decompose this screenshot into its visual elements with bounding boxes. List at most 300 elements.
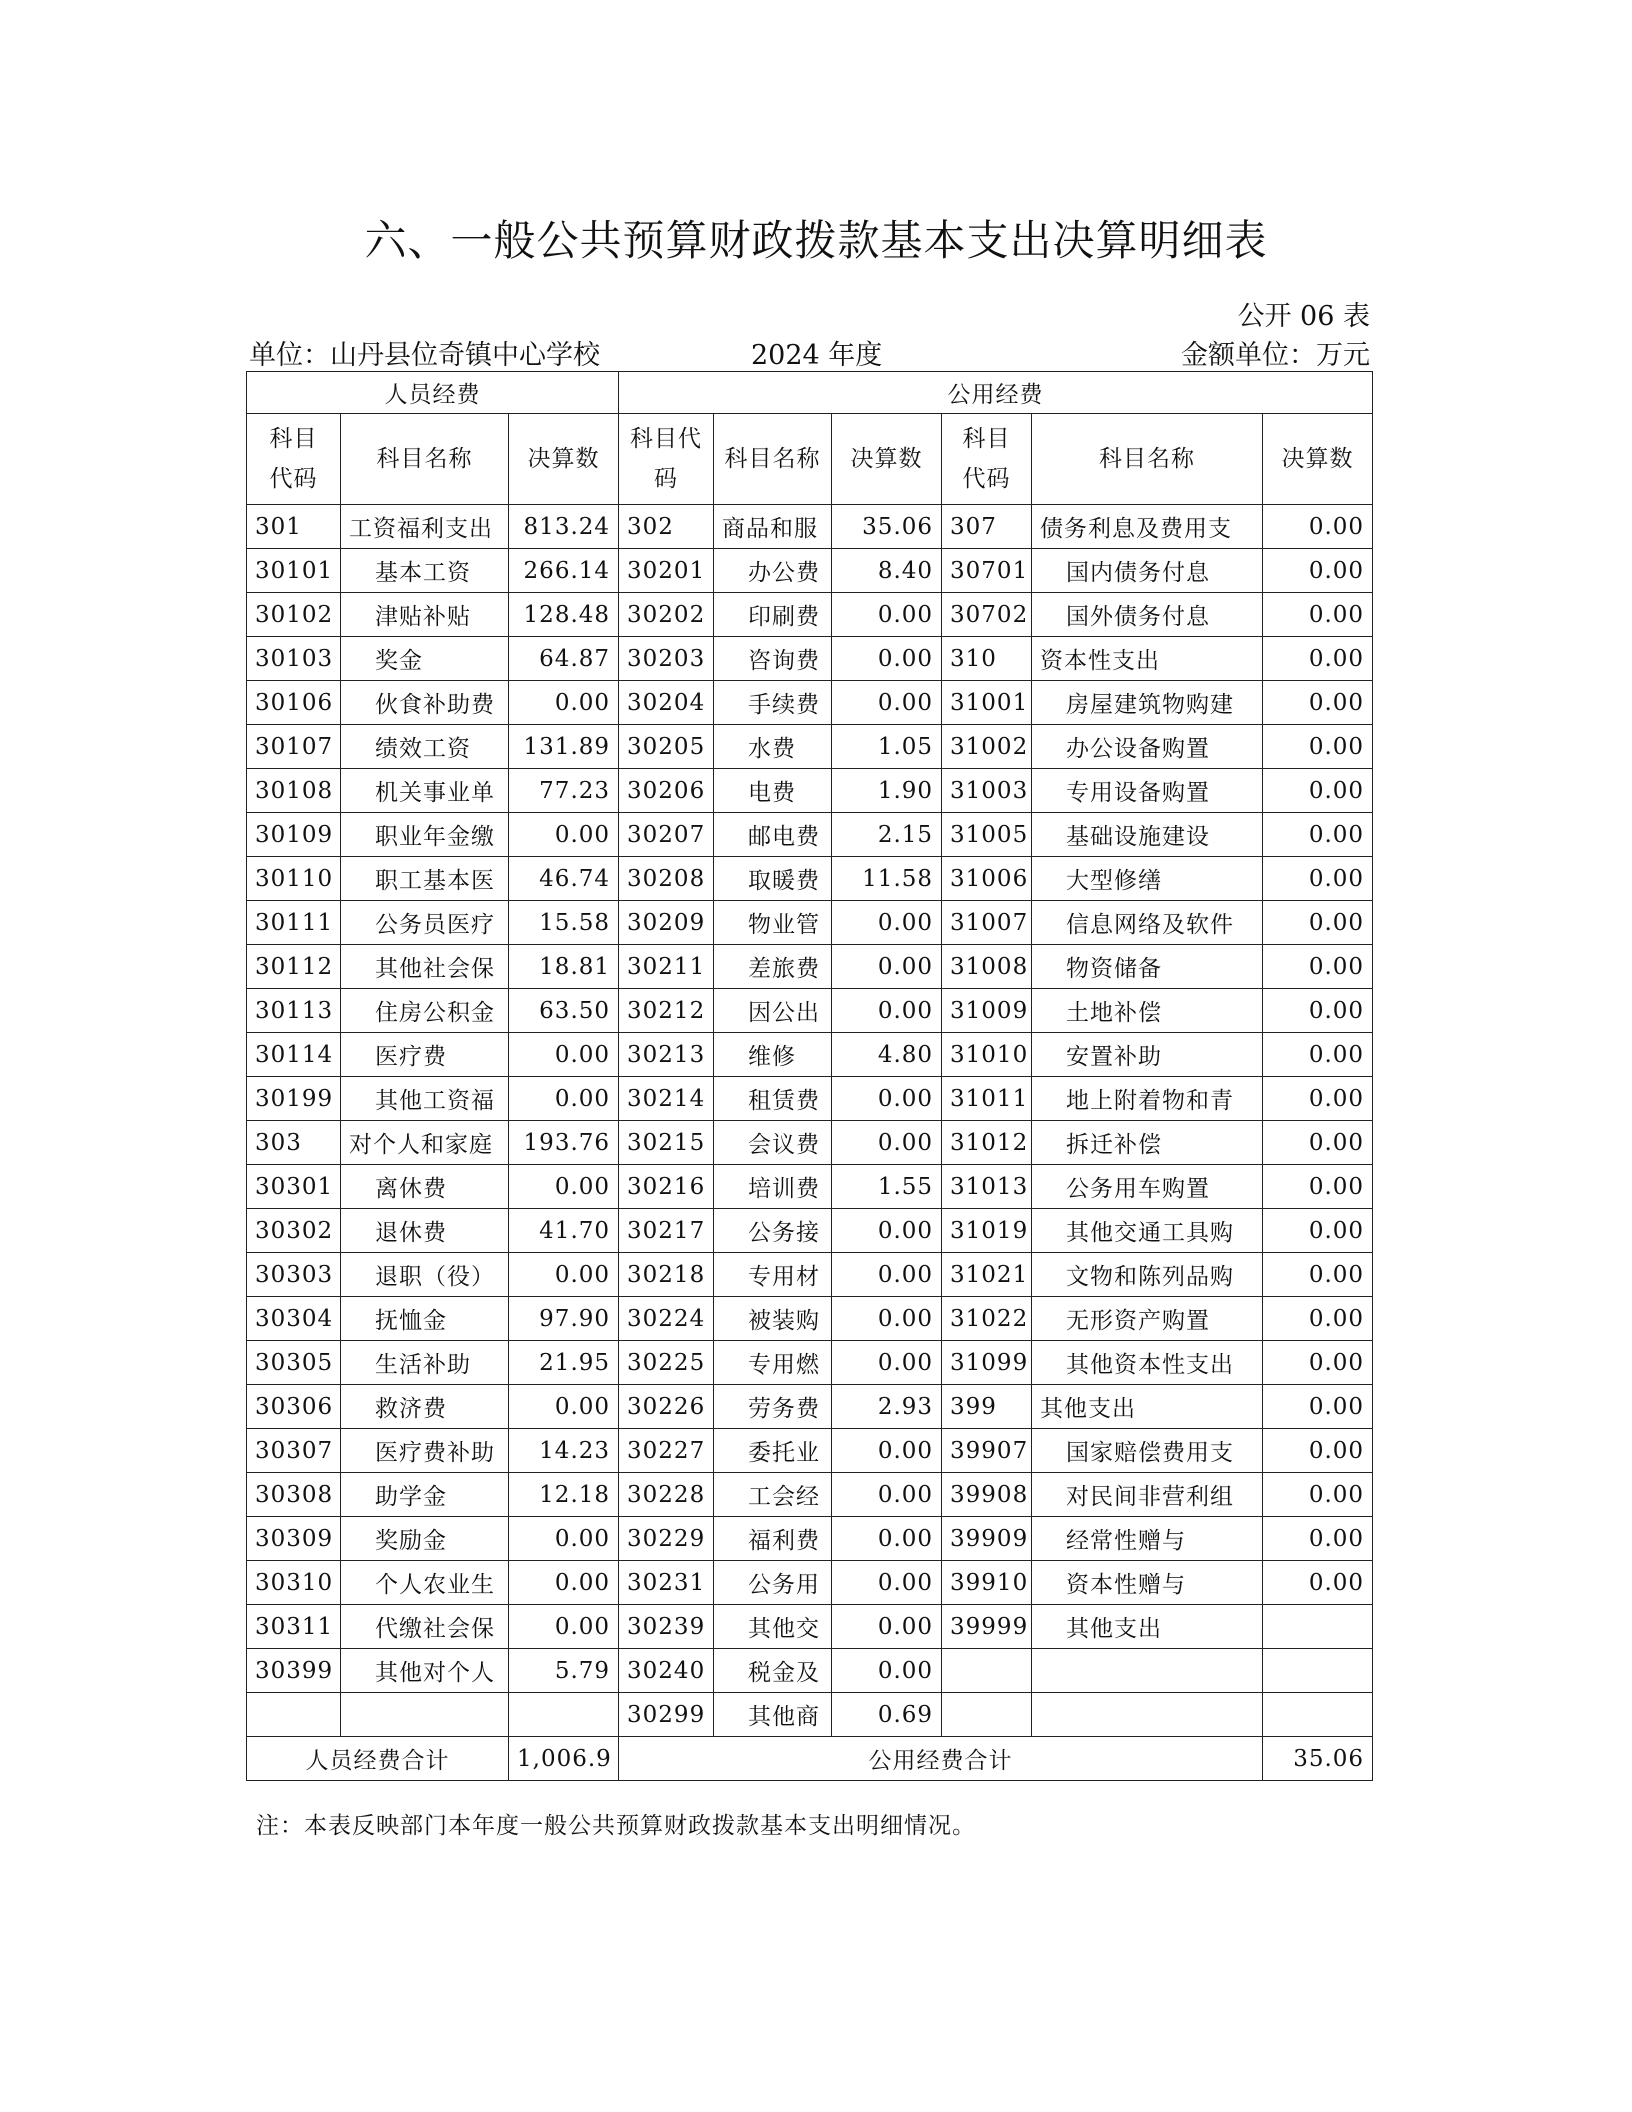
amount: 0.00 — [1263, 1341, 1373, 1385]
amount: 0.00 — [832, 1253, 942, 1297]
amount: 0.00 — [1263, 1165, 1373, 1209]
amount: 0.00 — [832, 1605, 942, 1649]
amount: 5.79 — [509, 1649, 619, 1693]
subject-code: 30114 — [247, 1033, 341, 1077]
unit-name: 单位：山丹县位奇镇中心学校 — [249, 340, 600, 371]
subject-code: 30199 — [247, 1077, 341, 1121]
subject-name: 职业年金缴 — [341, 813, 509, 857]
subject-name: 培训费 — [714, 1165, 832, 1209]
header-amount: 决算数 — [509, 414, 619, 505]
subject-code: 30216 — [619, 1165, 714, 1209]
amount: 1.55 — [832, 1165, 942, 1209]
subject-code: 30299 — [619, 1693, 714, 1737]
header-name: 科目名称 — [341, 414, 509, 505]
subject-name: 会议费 — [714, 1121, 832, 1165]
subject-code: 30224 — [619, 1297, 714, 1341]
subject-code: 31003 — [942, 769, 1032, 813]
amount: 0.00 — [832, 1429, 942, 1473]
subject-name: 债务利息及费用支 — [1032, 505, 1263, 549]
subject-name: 住房公积金 — [341, 989, 509, 1033]
amount — [509, 1693, 619, 1737]
table-row — [247, 1077, 1373, 1121]
personnel-total-value: 1,006.9 — [509, 1737, 619, 1781]
table-row — [247, 901, 1373, 945]
amount: 0.00 — [1263, 1561, 1373, 1605]
subject-name: 生活补助 — [341, 1341, 509, 1385]
subject-code: 31099 — [942, 1341, 1032, 1385]
subject-code: 39999 — [942, 1605, 1032, 1649]
subject-code: 39909 — [942, 1517, 1032, 1561]
amount: 193.76 — [509, 1121, 619, 1165]
amount: 97.90 — [509, 1297, 619, 1341]
amount: 0.00 — [832, 1473, 942, 1517]
subject-code: 31022 — [942, 1297, 1032, 1341]
subject-code: 30107 — [247, 725, 341, 769]
subject-name: 水费 — [714, 725, 832, 769]
table-row — [247, 1121, 1373, 1165]
amount: 0.00 — [1263, 505, 1373, 549]
table-row — [247, 637, 1373, 681]
subject-code: 31005 — [942, 813, 1032, 857]
amount: 0.00 — [509, 1385, 619, 1429]
amount: 0.00 — [1263, 813, 1373, 857]
table-row — [247, 1297, 1373, 1341]
amount: 0.00 — [509, 1033, 619, 1077]
subject-code: 30309 — [247, 1517, 341, 1561]
subject-code: 31012 — [942, 1121, 1032, 1165]
amount: 63.50 — [509, 989, 619, 1033]
subject-name: 手续费 — [714, 681, 832, 725]
amount: 0.00 — [1263, 637, 1373, 681]
amount: 0.00 — [1263, 549, 1373, 593]
table-row — [247, 1385, 1373, 1429]
public-total-label: 公用经费合计 — [619, 1737, 1263, 1781]
subject-code: 30214 — [619, 1077, 714, 1121]
subject-code: 30204 — [619, 681, 714, 725]
subject-code: 302 — [619, 505, 714, 549]
table-row — [247, 1605, 1373, 1649]
table-row — [247, 1429, 1373, 1473]
footnote: 注：本表反映部门本年度一般公共预算财政拨款基本支出明细情况。 — [256, 1813, 976, 1839]
subject-code: 30240 — [619, 1649, 714, 1693]
subject-code: 31006 — [942, 857, 1032, 901]
subject-code: 31007 — [942, 901, 1032, 945]
amount: 266.14 — [509, 549, 619, 593]
subject-code: 30102 — [247, 593, 341, 637]
amount: 131.89 — [509, 725, 619, 769]
subject-name: 土地补偿 — [1032, 989, 1263, 1033]
header-name: 科目名称 — [714, 414, 832, 505]
subject-code: 30302 — [247, 1209, 341, 1253]
subject-name: 公务接 — [714, 1209, 832, 1253]
subject-name: 工资福利支出 — [341, 505, 509, 549]
amount: 0.00 — [1263, 857, 1373, 901]
subject-name: 大型修缮 — [1032, 857, 1263, 901]
table-row — [247, 1649, 1373, 1693]
amount: 46.74 — [509, 857, 619, 901]
table-row — [247, 1517, 1373, 1561]
subject-name: 租赁费 — [714, 1077, 832, 1121]
amount: 0.00 — [509, 1165, 619, 1209]
subject-code: 30310 — [247, 1561, 341, 1605]
subject-name: 医疗费补助 — [341, 1429, 509, 1473]
subject-name: 因公出 — [714, 989, 832, 1033]
subject-code: 30106 — [247, 681, 341, 725]
subject-code: 30103 — [247, 637, 341, 681]
table-row — [247, 1033, 1373, 1077]
subject-name: 税金及 — [714, 1649, 832, 1693]
amount: 0.00 — [832, 681, 942, 725]
subject-code: 30308 — [247, 1473, 341, 1517]
subject-code: 31013 — [942, 1165, 1032, 1209]
subject-code — [942, 1693, 1032, 1737]
amount: 0.00 — [832, 945, 942, 989]
subject-name: 救济费 — [341, 1385, 509, 1429]
subject-code: 31009 — [942, 989, 1032, 1033]
amount: 0.00 — [832, 989, 942, 1033]
subject-name: 维修 — [714, 1033, 832, 1077]
amount: 0.00 — [1263, 1473, 1373, 1517]
amount — [1263, 1693, 1373, 1737]
subject-code: 31021 — [942, 1253, 1032, 1297]
subject-name: 咨询费 — [714, 637, 832, 681]
subject-code: 30239 — [619, 1605, 714, 1649]
header-code: 科目 代码 — [247, 414, 341, 505]
subject-code: 30113 — [247, 989, 341, 1033]
subject-name: 专用燃 — [714, 1341, 832, 1385]
amount: 0.00 — [832, 1209, 942, 1253]
amount: 0.00 — [832, 637, 942, 681]
subject-code: 31019 — [942, 1209, 1032, 1253]
subject-code: 30701 — [942, 549, 1032, 593]
subject-name: 经常性赠与 — [1032, 1517, 1263, 1561]
subject-name: 地上附着物和青 — [1032, 1077, 1263, 1121]
subject-name: 其他工资福 — [341, 1077, 509, 1121]
amount: 77.23 — [509, 769, 619, 813]
table-row — [247, 813, 1373, 857]
subject-name: 其他交 — [714, 1605, 832, 1649]
subject-name: 邮电费 — [714, 813, 832, 857]
amount: 0.00 — [509, 681, 619, 725]
table-row — [247, 857, 1373, 901]
subject-code: 31002 — [942, 725, 1032, 769]
subject-name: 个人农业生 — [341, 1561, 509, 1605]
subject-name: 办公设备购置 — [1032, 725, 1263, 769]
subject-code: 310 — [942, 637, 1032, 681]
amount: 12.18 — [509, 1473, 619, 1517]
subject-code: 30209 — [619, 901, 714, 945]
amount: 0.00 — [1263, 1385, 1373, 1429]
subject-code: 30201 — [619, 549, 714, 593]
amount: 18.81 — [509, 945, 619, 989]
subject-name: 国内债务付息 — [1032, 549, 1263, 593]
subject-code: 30231 — [619, 1561, 714, 1605]
subject-name: 医疗费 — [341, 1033, 509, 1077]
subject-name: 基本工资 — [341, 549, 509, 593]
subject-code: 30202 — [619, 593, 714, 637]
amount: 41.70 — [509, 1209, 619, 1253]
table-row — [247, 1561, 1373, 1605]
subject-code: 30225 — [619, 1341, 714, 1385]
subject-code: 30304 — [247, 1297, 341, 1341]
unit-line — [249, 333, 1370, 371]
amount: 35.06 — [832, 505, 942, 549]
amount: 0.00 — [1263, 681, 1373, 725]
subject-code: 30218 — [619, 1253, 714, 1297]
table-row — [247, 505, 1373, 549]
subject-code: 30301 — [247, 1165, 341, 1209]
table-row — [247, 1473, 1373, 1517]
subject-name: 其他支出 — [1032, 1385, 1263, 1429]
subject-name: 拆迁补偿 — [1032, 1121, 1263, 1165]
subject-code: 30212 — [619, 989, 714, 1033]
subject-name: 对个人和家庭 — [341, 1121, 509, 1165]
subject-name: 奖励金 — [341, 1517, 509, 1561]
amount: 0.00 — [1263, 1121, 1373, 1165]
amount: 0.00 — [832, 1561, 942, 1605]
subject-code: 39907 — [942, 1429, 1032, 1473]
subject-code: 31011 — [942, 1077, 1032, 1121]
subject-name: 津贴补贴 — [341, 593, 509, 637]
table-row — [247, 1253, 1373, 1297]
subject-name: 对民间非营利组 — [1032, 1473, 1263, 1517]
header-name: 科目名称 — [1032, 414, 1263, 505]
subject-code: 30203 — [619, 637, 714, 681]
subject-name: 劳务费 — [714, 1385, 832, 1429]
amount: 0.00 — [832, 1341, 942, 1385]
subject-code: 30211 — [619, 945, 714, 989]
subject-name: 退休费 — [341, 1209, 509, 1253]
subject-name: 其他社会保 — [341, 945, 509, 989]
amount: 0.00 — [1263, 1517, 1373, 1561]
amount: 0.00 — [832, 1297, 942, 1341]
header-amount: 决算数 — [1263, 414, 1373, 505]
subject-name — [1032, 1693, 1263, 1737]
subject-name: 差旅费 — [714, 945, 832, 989]
amount: 0.00 — [1263, 989, 1373, 1033]
subject-code: 30226 — [619, 1385, 714, 1429]
subject-name: 国外债务付息 — [1032, 593, 1263, 637]
amount: 128.48 — [509, 593, 619, 637]
amount: 2.93 — [832, 1385, 942, 1429]
header-amount: 决算数 — [832, 414, 942, 505]
subject-name: 福利费 — [714, 1517, 832, 1561]
amount: 0.00 — [832, 593, 942, 637]
amount: 0.00 — [509, 1561, 619, 1605]
subject-name: 离休费 — [341, 1165, 509, 1209]
amount: 0.00 — [509, 1517, 619, 1561]
subject-code: 30303 — [247, 1253, 341, 1297]
amount: 0.00 — [1263, 1253, 1373, 1297]
fiscal-year: 2024 年度 — [751, 340, 883, 371]
amount: 1.90 — [832, 769, 942, 813]
amount: 0.00 — [509, 1605, 619, 1649]
subject-name: 无形资产购置 — [1032, 1297, 1263, 1341]
subject-name: 公务用 — [714, 1561, 832, 1605]
subject-name: 公务用车购置 — [1032, 1165, 1263, 1209]
expenditure-table — [246, 371, 1373, 1781]
subject-name: 伙食补助费 — [341, 681, 509, 725]
subject-code — [942, 1649, 1032, 1693]
subject-name: 文物和陈列品购 — [1032, 1253, 1263, 1297]
subject-code: 31010 — [942, 1033, 1032, 1077]
subject-name: 工会经 — [714, 1473, 832, 1517]
subject-name: 其他商 — [714, 1693, 832, 1737]
subject-code: 30215 — [619, 1121, 714, 1165]
subject-name: 其他对个人 — [341, 1649, 509, 1693]
amount: 0.00 — [509, 1253, 619, 1297]
subject-name: 其他支出 — [1032, 1605, 1263, 1649]
subject-code: 303 — [247, 1121, 341, 1165]
subject-name: 基础设施建设 — [1032, 813, 1263, 857]
amount: 0.00 — [1263, 769, 1373, 813]
subject-name: 专用材 — [714, 1253, 832, 1297]
subject-name — [341, 1693, 509, 1737]
subject-code: 39910 — [942, 1561, 1032, 1605]
section-public: 公用经费 — [619, 372, 1373, 414]
subject-code: 30101 — [247, 549, 341, 593]
subject-name: 资本性支出 — [1032, 637, 1263, 681]
table-row — [247, 1341, 1373, 1385]
subject-name: 奖金 — [341, 637, 509, 681]
amount: 8.40 — [832, 549, 942, 593]
subject-name: 电费 — [714, 769, 832, 813]
subject-code: 30702 — [942, 593, 1032, 637]
subject-code: 30311 — [247, 1605, 341, 1649]
header-code: 科目 代码 — [942, 414, 1032, 505]
amount: 4.80 — [832, 1033, 942, 1077]
table-row — [247, 1209, 1373, 1253]
public-total-value: 35.06 — [1263, 1737, 1373, 1781]
subject-code: 30217 — [619, 1209, 714, 1253]
subject-code: 30111 — [247, 901, 341, 945]
amount: 813.24 — [509, 505, 619, 549]
subject-code: 30227 — [619, 1429, 714, 1473]
table-row — [247, 549, 1373, 593]
subject-name: 国家赔偿费用支 — [1032, 1429, 1263, 1473]
page-title: 六、一般公共预算财政拨款基本支出决算明细表 — [364, 216, 1268, 265]
money-unit: 金额单位：万元 — [1181, 340, 1370, 371]
amount: 0.00 — [832, 1077, 942, 1121]
subject-code: 307 — [942, 505, 1032, 549]
totals-row — [247, 1737, 1373, 1781]
subject-name: 商品和服 — [714, 505, 832, 549]
subject-code: 31001 — [942, 681, 1032, 725]
amount: 0.00 — [832, 901, 942, 945]
amount: 0.00 — [509, 813, 619, 857]
subject-code: 39908 — [942, 1473, 1032, 1517]
subject-name — [1032, 1649, 1263, 1693]
subject-name: 公务员医疗 — [341, 901, 509, 945]
amount: 0.00 — [1263, 901, 1373, 945]
amount — [1263, 1605, 1373, 1649]
subject-code: 30208 — [619, 857, 714, 901]
table-row — [247, 681, 1373, 725]
subject-name: 办公费 — [714, 549, 832, 593]
table-row — [247, 725, 1373, 769]
header-code: 科目代 码 — [619, 414, 714, 505]
amount: 0.00 — [509, 1077, 619, 1121]
amount: 0.69 — [832, 1693, 942, 1737]
subject-name: 被装购 — [714, 1297, 832, 1341]
subject-name: 退职（役） — [341, 1253, 509, 1297]
amount: 11.58 — [832, 857, 942, 901]
subject-code: 30228 — [619, 1473, 714, 1517]
subject-name: 机关事业单 — [341, 769, 509, 813]
amount: 14.23 — [509, 1429, 619, 1473]
subject-code: 30213 — [619, 1033, 714, 1077]
subject-code: 30110 — [247, 857, 341, 901]
amount: 0.00 — [832, 1649, 942, 1693]
subject-name: 绩效工资 — [341, 725, 509, 769]
amount: 1.05 — [832, 725, 942, 769]
subject-name: 安置补助 — [1032, 1033, 1263, 1077]
subject-name: 委托业 — [714, 1429, 832, 1473]
amount: 0.00 — [1263, 725, 1373, 769]
subject-code: 30399 — [247, 1649, 341, 1693]
amount: 64.87 — [509, 637, 619, 681]
subject-name: 信息网络及软件 — [1032, 901, 1263, 945]
amount: 0.00 — [1263, 945, 1373, 989]
amount — [1263, 1649, 1373, 1693]
subject-code: 31008 — [942, 945, 1032, 989]
subject-name: 印刷费 — [714, 593, 832, 637]
subject-name: 其他交通工具购 — [1032, 1209, 1263, 1253]
amount: 0.00 — [832, 1121, 942, 1165]
subject-name: 抚恤金 — [341, 1297, 509, 1341]
amount: 2.15 — [832, 813, 942, 857]
table-row — [247, 593, 1373, 637]
amount: 0.00 — [1263, 1429, 1373, 1473]
subject-code: 301 — [247, 505, 341, 549]
table-row — [247, 769, 1373, 813]
personnel-total-label: 人员经费合计 — [247, 1737, 509, 1781]
subject-name: 代缴社会保 — [341, 1605, 509, 1649]
subject-code: 30108 — [247, 769, 341, 813]
table-row — [247, 945, 1373, 989]
table-row — [247, 989, 1373, 1033]
subject-code: 30307 — [247, 1429, 341, 1473]
subject-name: 职工基本医 — [341, 857, 509, 901]
table-row — [247, 1693, 1373, 1737]
subject-code: 30109 — [247, 813, 341, 857]
amount: 21.95 — [509, 1341, 619, 1385]
subject-code — [247, 1693, 341, 1737]
subject-code: 30112 — [247, 945, 341, 989]
subject-name: 物业管 — [714, 901, 832, 945]
subject-code: 30306 — [247, 1385, 341, 1429]
amount: 0.00 — [1263, 593, 1373, 637]
subject-code: 30206 — [619, 769, 714, 813]
amount: 0.00 — [1263, 1077, 1373, 1121]
subject-code: 30207 — [619, 813, 714, 857]
subject-name: 资本性赠与 — [1032, 1561, 1263, 1605]
subject-name: 取暖费 — [714, 857, 832, 901]
amount: 0.00 — [1263, 1297, 1373, 1341]
amount: 15.58 — [509, 901, 619, 945]
amount: 0.00 — [832, 1517, 942, 1561]
subject-name: 其他资本性支出 — [1032, 1341, 1263, 1385]
amount: 0.00 — [1263, 1033, 1373, 1077]
section-personnel: 人员经费 — [247, 372, 619, 414]
subject-code: 30205 — [619, 725, 714, 769]
table-number: 公开 06 表 — [1237, 301, 1370, 332]
subject-name: 物资储备 — [1032, 945, 1263, 989]
subject-code: 399 — [942, 1385, 1032, 1429]
table-row — [247, 1165, 1373, 1209]
subject-code: 30305 — [247, 1341, 341, 1385]
subject-code: 30229 — [619, 1517, 714, 1561]
